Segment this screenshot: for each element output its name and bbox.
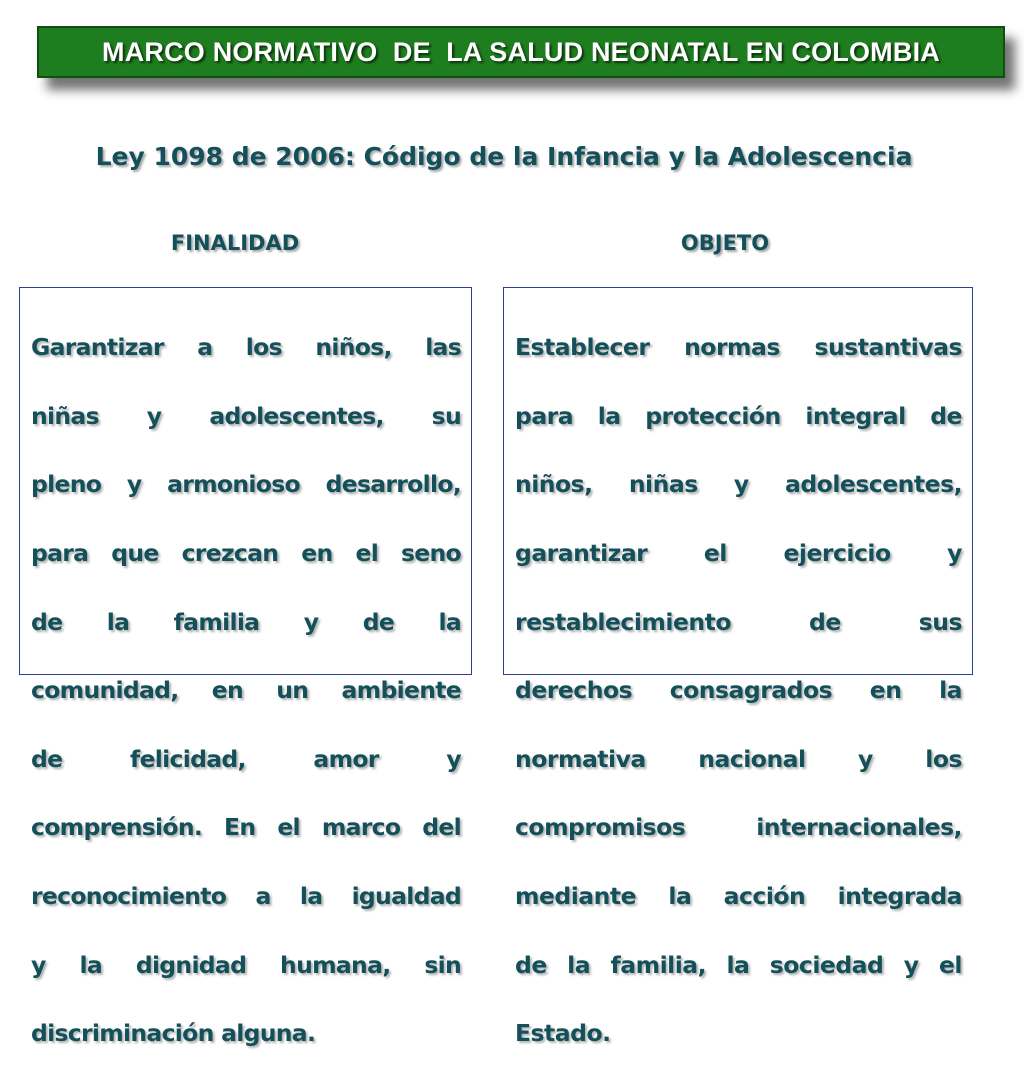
objeto-line: compromisos internacionales, <box>515 813 962 842</box>
objeto-line: restablecimiento de sus <box>515 607 962 636</box>
law-title: Ley 1098 de 2006: Código de la Infancia y la Adolescencia <box>95 142 913 171</box>
objeto-line: de la familia, la sociedad y el <box>515 950 962 979</box>
objeto-line: normativa nacional y los <box>515 744 962 773</box>
objeto-line: para la protección integral de <box>515 401 962 430</box>
objeto-line: derechos consagrados en la <box>515 676 962 705</box>
objeto-box <box>503 287 973 1048</box>
finalidad-line: para que crezcan en el seno <box>31 539 461 568</box>
finalidad-line: pleno y armonioso desarrollo, <box>31 470 461 499</box>
finalidad-line: de la familia y de la <box>31 607 461 636</box>
finalidad-line: y la dignidad humana, sin <box>31 950 461 979</box>
objeto-text <box>515 296 962 1085</box>
objeto-line: Estado. <box>515 1019 611 1048</box>
finalidad-line: niñas y adolescentes, su <box>31 401 461 430</box>
objeto-line: garantizar el ejercicio y <box>515 539 962 568</box>
title-banner <box>37 26 1005 78</box>
finalidad-box <box>19 287 472 1048</box>
finalidad-line: comprensión. En el marco del <box>31 813 461 842</box>
objeto-line: mediante la acción integrada <box>515 882 962 911</box>
objeto-line: Establecer normas sustantivas <box>515 333 962 362</box>
finalidad-line: de felicidad, amor y <box>31 744 461 773</box>
finalidad-text <box>31 296 461 1085</box>
finalidad-line: reconocimiento a la igualdad <box>31 882 461 911</box>
objeto-heading: OBJETO <box>680 231 770 255</box>
slide-title: MARCO NORMATIVO DE LA SALUD NEONATAL EN COLOMBIA <box>102 36 940 67</box>
finalidad-line: comunidad, en un ambiente <box>31 676 461 705</box>
finalidad-heading: FINALIDAD <box>170 231 300 255</box>
finalidad-line: Garantizar a los niños, las <box>31 333 461 362</box>
objeto-line: niños, niñas y adolescentes, <box>515 470 962 499</box>
finalidad-line: discriminación alguna. <box>31 1019 316 1048</box>
